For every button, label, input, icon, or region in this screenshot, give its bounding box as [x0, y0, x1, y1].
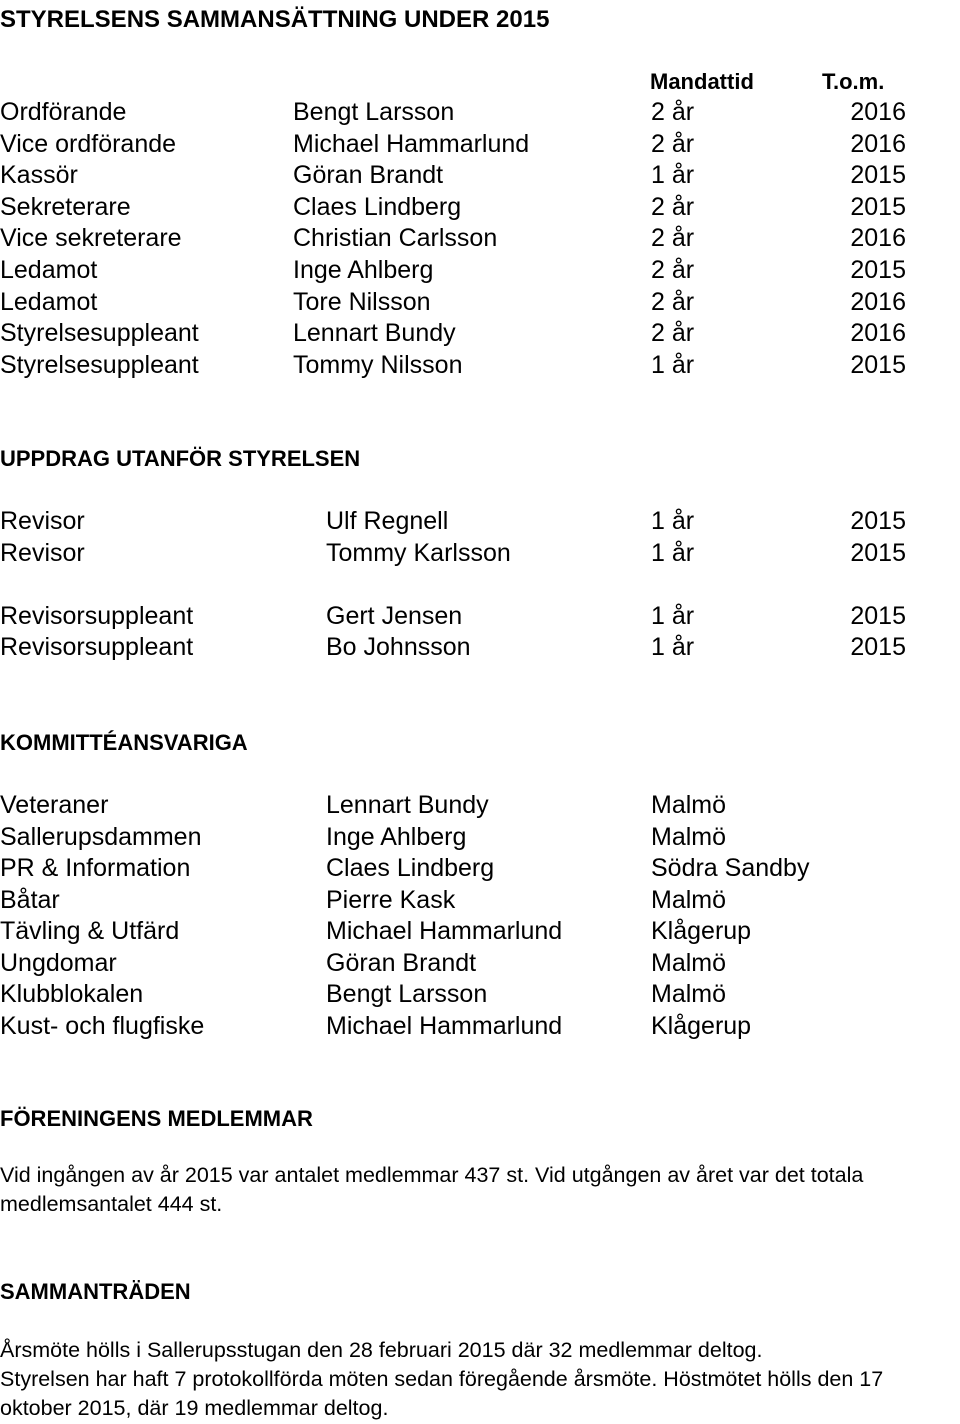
board-term: 2 år — [651, 224, 695, 252]
assignment-until-year: 2015 — [850, 602, 906, 630]
board-member-name: Inge Ahlberg — [293, 256, 434, 284]
column-header-term: Mandattid — [650, 69, 754, 94]
board-term: 2 år — [651, 130, 695, 158]
assignment-term: 1 år — [651, 633, 695, 661]
board-until-year: 2015 — [850, 256, 906, 284]
board-term: 1 år — [651, 161, 695, 189]
committee-area: Klubblokalen — [0, 980, 144, 1008]
assignment-role: Revisor — [0, 539, 85, 567]
committee-responsible: Bengt Larsson — [326, 980, 488, 1008]
committee-area: Veteraner — [0, 791, 109, 819]
committee-place: Malmö — [651, 791, 727, 819]
board-member-name: Tore Nilsson — [293, 288, 431, 316]
committee-responsible: Göran Brandt — [326, 949, 477, 977]
section-heading-committees: KOMMITTÉANSVARIGA — [0, 730, 248, 755]
committee-place: Malmö — [651, 886, 727, 914]
assignment-term: 1 år — [651, 507, 695, 535]
assignment-until-year: 2015 — [850, 507, 906, 535]
board-role: Vice ordförande — [0, 130, 177, 158]
board-role: Sekreterare — [0, 193, 131, 221]
board-term: 2 år — [651, 193, 695, 221]
page-title: STYRELSENS SAMMANSÄTTNING UNDER 2015 — [0, 6, 550, 33]
board-until-year: 2016 — [850, 319, 906, 347]
committee-area: Tävling & Utfärd — [0, 917, 180, 945]
column-header-until: T.o.m. — [822, 69, 885, 94]
board-until-year: 2015 — [850, 351, 906, 379]
board-role: Styrelsesuppleant — [0, 351, 199, 379]
committee-area: Ungdomar — [0, 949, 117, 977]
committee-place: Malmö — [651, 949, 727, 977]
board-member-name: Michael Hammarlund — [293, 130, 530, 158]
committee-area: PR & Information — [0, 854, 191, 882]
committee-responsible: Claes Lindberg — [326, 854, 495, 882]
board-member-name: Lennart Bundy — [293, 319, 456, 347]
board-term: 1 år — [651, 351, 695, 379]
assignment-role: Revisorsuppleant — [0, 633, 194, 661]
section-heading-meetings: SAMMANTRÄDEN — [0, 1279, 191, 1304]
assignment-name: Tommy Karlsson — [326, 539, 511, 567]
board-until-year: 2016 — [850, 130, 906, 158]
board-until-year: 2016 — [850, 98, 906, 126]
assignment-role: Revisor — [0, 507, 85, 535]
board-term: 2 år — [651, 98, 695, 126]
committee-place: Södra Sandby — [651, 854, 810, 882]
committee-place: Malmö — [651, 823, 727, 851]
board-role: Ledamot — [0, 256, 98, 284]
assignment-until-year: 2015 — [850, 539, 906, 567]
board-role: Ordförande — [0, 98, 127, 126]
committee-area: Sallerupsdammen — [0, 823, 202, 851]
board-role: Vice sekreterare — [0, 224, 182, 252]
meetings-paragraph-board: Styrelsen har haft 7 protokollförda möten sedan föregående årsmöte. Höstmötet hölls den 17 oktober 2015, där 19 medlemmar deltog. — [0, 1367, 884, 1420]
board-until-year: 2016 — [850, 288, 906, 316]
assignment-until-year: 2015 — [850, 633, 906, 661]
committee-place: Klågerup — [651, 917, 752, 945]
assignment-role: Revisorsuppleant — [0, 602, 194, 630]
board-term: 2 år — [651, 319, 695, 347]
assignment-name: Bo Johnsson — [326, 633, 471, 661]
section-heading-outside-board: UPPDRAG UTANFÖR STYRELSEN — [0, 446, 361, 471]
members-paragraph: Vid ingången av år 2015 var antalet medlemmar 437 st. Vid utgången av året var det totala medlemsantalet 444 st. — [0, 1163, 864, 1216]
board-member-name: Tommy Nilsson — [293, 351, 463, 379]
committee-area: Kust- och flugfiske — [0, 1012, 205, 1040]
committee-place: Klågerup — [651, 1012, 752, 1040]
committee-responsible: Inge Ahlberg — [326, 823, 467, 851]
committee-area: Båtar — [0, 886, 60, 914]
committee-responsible: Pierre Kask — [326, 886, 456, 914]
board-term: 2 år — [651, 288, 695, 316]
assignment-term: 1 år — [651, 602, 695, 630]
board-role: Ledamot — [0, 288, 98, 316]
assignment-term: 1 år — [651, 539, 695, 567]
board-member-name: Christian Carlsson — [293, 224, 498, 252]
assignment-name: Ulf Regnell — [326, 507, 449, 535]
board-role: Styrelsesuppleant — [0, 319, 199, 347]
committee-responsible: Michael Hammarlund — [326, 917, 563, 945]
board-member-name: Bengt Larsson — [293, 98, 455, 126]
board-member-name: Claes Lindberg — [293, 193, 462, 221]
board-role: Kassör — [0, 161, 78, 189]
board-until-year: 2016 — [850, 224, 906, 252]
committee-responsible: Michael Hammarlund — [326, 1012, 563, 1040]
board-member-name: Göran Brandt — [293, 161, 444, 189]
committee-place: Malmö — [651, 980, 727, 1008]
board-until-year: 2015 — [850, 193, 906, 221]
board-term: 2 år — [651, 256, 695, 284]
committee-responsible: Lennart Bundy — [326, 791, 489, 819]
meetings-paragraph-annual: Årsmöte hölls i Sallerupsstugan den 28 februari 2015 där 32 medlemmar deltog. — [0, 1338, 763, 1362]
board-until-year: 2015 — [850, 161, 906, 189]
section-heading-members: FÖRENINGENS MEDLEMMAR — [0, 1106, 313, 1131]
assignment-name: Gert Jensen — [326, 602, 463, 630]
